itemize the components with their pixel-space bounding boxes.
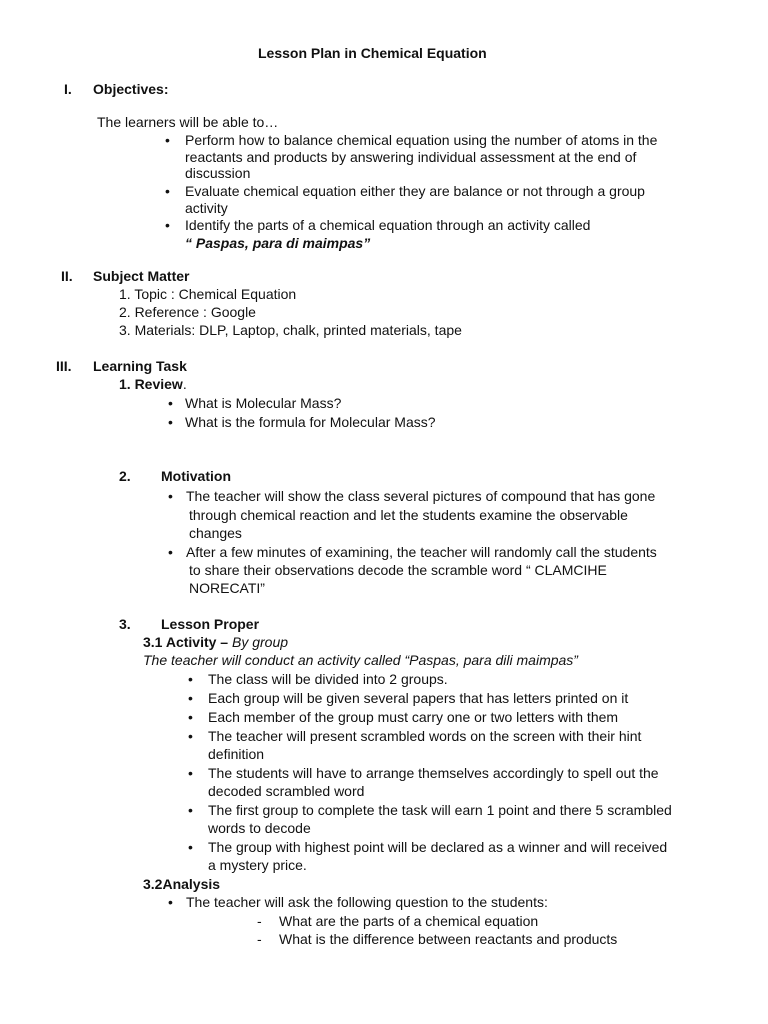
objective-2-line-2: activity xyxy=(185,200,228,216)
motivation-1-line-3: changes xyxy=(189,525,242,541)
bullet-icon: • xyxy=(188,765,193,781)
objective-3-line-1: Identify the parts of a chemical equation through an activity called xyxy=(185,217,591,233)
bullet-icon: • xyxy=(168,894,173,910)
motivation-heading: Motivation xyxy=(161,468,231,484)
activity-bullet-6-line-1: The first group to complete the task will earn 1 point and there 5 scrambled xyxy=(208,802,672,818)
analysis-bullet: The teacher will ask the following question to the students: xyxy=(186,894,548,910)
bullet-icon: • xyxy=(188,671,193,687)
objective-1-line-2: reactants and products by answering individual assessment at the end of xyxy=(185,149,637,165)
bullet-icon: • xyxy=(165,217,170,233)
bullet-icon: • xyxy=(165,183,170,199)
activity-bullet-4-line-1: The teacher will present scrambled words on the screen with their hint xyxy=(208,728,642,744)
motivation-2-line-1: After a few minutes of examining, the teacher will randomly call the students xyxy=(186,544,657,560)
activity-mode: By group xyxy=(228,634,289,650)
objectives-intro: The learners will be able to… xyxy=(97,114,279,130)
activity-bullet-5-line-2: decoded scrambled word xyxy=(208,783,365,799)
motivation-1-line-2: through chemical reaction and let the students examine the observable xyxy=(189,507,628,523)
bullet-icon: • xyxy=(168,414,173,430)
objective-1-line-1: Perform how to balance chemical equation using the number of atoms in the xyxy=(185,132,658,148)
objective-2-line-1: Evaluate chemical equation either they are balance or not through a group xyxy=(185,183,645,199)
bullet-icon: • xyxy=(168,544,173,560)
review-label: 1. Review xyxy=(119,376,183,392)
bullet-icon: • xyxy=(168,488,173,504)
dash-icon: - xyxy=(257,931,262,947)
motivation-1-line-1: The teacher will show the class several pictures of compound that has gone xyxy=(186,488,656,504)
lesson-proper-heading: Lesson Proper xyxy=(161,616,260,632)
review-heading xyxy=(119,375,187,393)
bullet-icon: • xyxy=(168,395,173,411)
subject-item-reference: 2. Reference : Google xyxy=(119,304,256,320)
activity-bullet-2: Each group will be given several papers that has letters printed on it xyxy=(208,690,629,706)
analysis-question-1: What are the parts of a chemical equation xyxy=(279,913,539,929)
bullet-icon: • xyxy=(188,709,193,725)
dash-icon: - xyxy=(257,913,262,929)
lesson-proper-number: 3. xyxy=(119,616,131,632)
activity-bullet-3: Each member of the group must carry one or two letters with them xyxy=(208,709,619,725)
subject-item-topic: 1. Topic : Chemical Equation xyxy=(119,286,297,302)
section-number-2: II. xyxy=(61,268,73,284)
activity-bullet-7-line-2: a mystery price. xyxy=(208,857,307,873)
bullet-icon: • xyxy=(188,690,193,706)
subject-item-materials: 3. Materials: DLP, Laptop, chalk, printed materials, tape xyxy=(119,322,462,338)
activity-intro: The teacher will conduct an activity called “Paspas, para dili maimpas” xyxy=(143,652,578,668)
review-question-1: What is Molecular Mass? xyxy=(185,395,342,411)
motivation-number: 2. xyxy=(119,468,131,484)
learning-task-heading: Learning Task xyxy=(93,358,187,374)
activity-bullet-7-line-1: The group with highest point will be declared as a winner and will received xyxy=(208,839,668,855)
activity-heading xyxy=(143,633,288,651)
review-question-2: What is the formula for Molecular Mass? xyxy=(185,414,436,430)
bullet-icon: • xyxy=(188,728,193,744)
subject-matter-heading: Subject Matter xyxy=(93,268,190,284)
objective-1-line-3: discussion xyxy=(185,165,251,181)
activity-bullet-1: The class will be divided into 2 groups. xyxy=(208,671,448,687)
bullet-icon: • xyxy=(188,802,193,818)
analysis-question-2: What is the difference between reactants and products xyxy=(279,931,618,947)
document-title: Lesson Plan in Chemical Equation xyxy=(258,45,487,61)
review-period: . xyxy=(182,376,187,392)
bullet-icon: • xyxy=(188,839,193,855)
activity-label: 3.1 Activity – xyxy=(143,634,229,650)
motivation-2-line-3: NORECATI” xyxy=(189,580,265,596)
motivation-2-line-2: to share their observations decode the scramble word “ CLAMCIHE xyxy=(189,562,607,578)
section-number-3: III. xyxy=(56,358,72,374)
section-number-1: I. xyxy=(64,81,72,97)
bullet-icon: • xyxy=(165,132,170,148)
analysis-heading: 3.2Analysis xyxy=(143,876,221,892)
objectives-heading: Objectives: xyxy=(93,81,169,97)
objective-3-activity-name: “ Paspas, para di maimpas” xyxy=(185,235,371,251)
activity-bullet-5-line-1: The students will have to arrange themselves accordingly to spell out the xyxy=(208,765,659,781)
activity-bullet-4-line-2: definition xyxy=(208,746,265,762)
activity-bullet-6-line-2: words to decode xyxy=(208,820,311,836)
